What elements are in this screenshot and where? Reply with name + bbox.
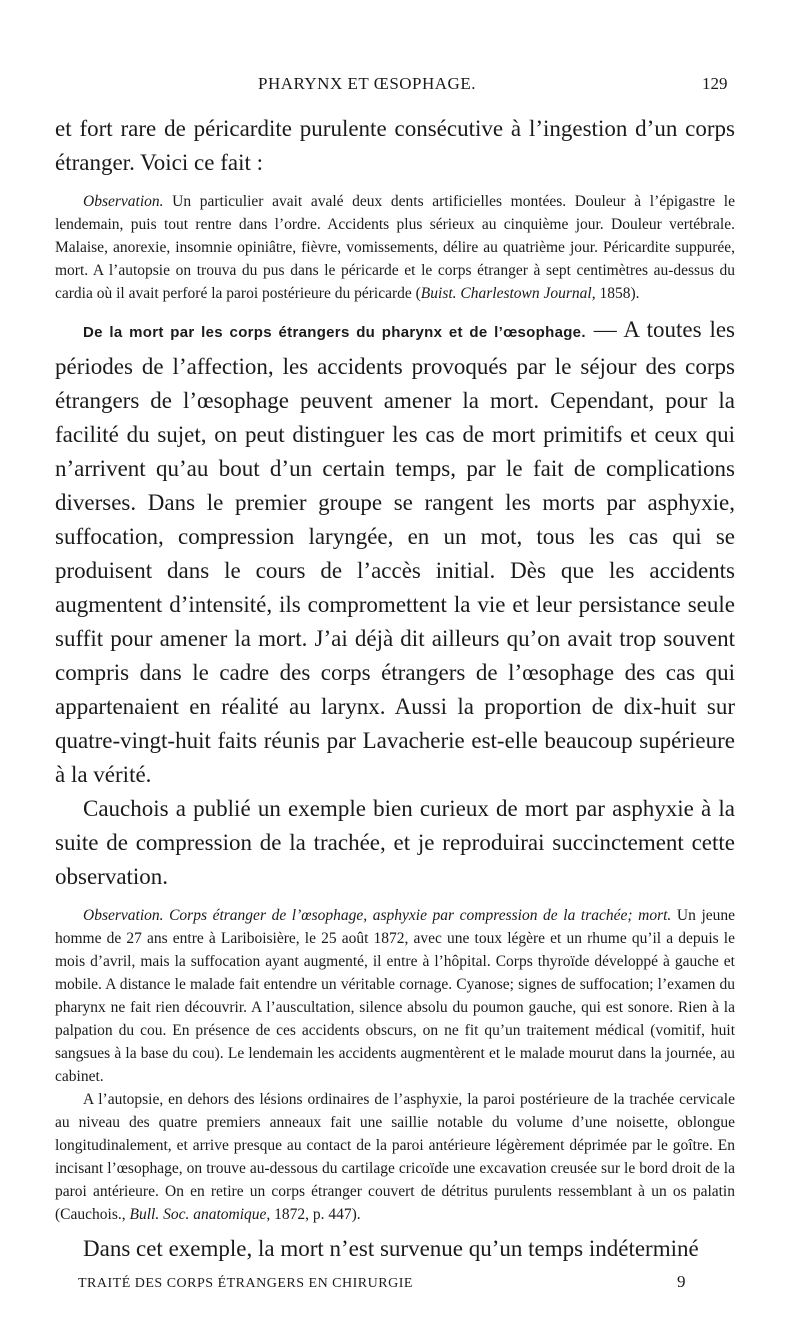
- footer-book-title: TRAITÉ DES CORPS ÉTRANGERS EN CHIRURGIE: [78, 1276, 413, 1291]
- autopsy-source: Bull. Soc. anatomique,: [129, 1206, 271, 1223]
- paragraph-intro: et fort rare de péricardite purulente consécutive à l’ingestion d’un corps étranger. Voici ce fait :: [55, 116, 735, 175]
- page-body: [55, 112, 735, 1266]
- section-death: [55, 313, 735, 792]
- section-text: — A toutes les périodes de l’affection, les accidents provoqués par le séjour des corps étrangers de l’œsophage peuvent amener la mort. Cependant, pour la facilité du sujet, on peut distinguer les cas de mort primitifs et ceux qui n’arrivent qu’au bout d’un certain temps, par le fait de complications diverses. Dans le premier groupe se rangent les morts par asphyxie, suffocation, compression laryngée, en un mot, tous les cas qui se produisent dans le cours de l’accès initial. Dès que les accidents augmentent d’intensité, ils compromettent la vie et leur persistance seule suffit pour amener la mort. J’ai déjà dit ailleurs qu’on avait trop souvent compris dans le cadre des corps étrangers de l’œsophage des cas qui appartenaient en réalité au larynx. Aussi la proportion de dix-huit sur quatre-vingt-huit faits réunis par Lavacherie est-elle beaucoup supérieure à la vérité.: [55, 317, 735, 787]
- paragraph-final: Dans cet exemple, la mort n’est survenue qu’un temps indéterminé: [83, 1236, 699, 1261]
- observation-2-autopsy: [55, 1088, 735, 1226]
- running-head: PHARYNX ET ŒSOPHAGE.: [258, 74, 476, 93]
- page-number: 129: [702, 74, 728, 93]
- observation-2: [55, 904, 735, 1088]
- footer-signature: 9: [677, 1272, 686, 1291]
- autopsy-text: A l’autopsie, en dehors des lésions ordinaires de l’asphyxie, la paroi postérieure de la trachée cervicale au niveau des quatre premiers anneaux fait une saillie notable du volume d’une noisette, oblongue longitudinalement, et arrive presque au contact de la paroi antérieure légèrement déprimée par le goître. En incisant l’œsophage, on trouve au-dessous du cartilage cricoïde une excavation creusée sur le bord droit de la paroi antérieure. On en retire un corps étranger couvert de détritus purulents ressemblant à un os palatin (Cauchois.,: [55, 1091, 735, 1223]
- autopsy-source-end: 1872, p. 447).: [270, 1206, 361, 1223]
- paragraph-cauchois: Cauchois a publié un exemple bien curieux de mort par asphyxie à la suite de compression de la trachée, et je reproduirai succinctement cette observation.: [55, 796, 735, 889]
- observation-2-text: Un jeune homme de 27 ans entre à Lariboisière, le 25 août 1872, avec une toux légère et un rhume qu’il a depuis le mois d’avril, mais la suffocation ayant augmenté, il entre à l’hôpital. Corps thyroïde développé à gauche et mobile. A distance le malade fait entendre un véritable cornage. Cyanose; signes de suffocation; l’examen du pharynx ne fait rien découvrir. A l’auscultation, silence absolu du poumon gauche, qui est sonore. Rien à la palpation du cou. En présence de ces accidents obscurs, on ne fit qu’un traitement médical (vomitif, huit sangsues à la base du cou). Le lendemain les accidents augmentèrent et le malade mourut dans la journée, au cabinet.: [55, 907, 736, 1085]
- observation-1-source-end: 1858).: [595, 285, 640, 302]
- observation-1-source: Buist. Charlestown Journal,: [420, 285, 596, 302]
- section-heading: De la mort par les corps étrangers du pharynx et de l’œsophage.: [83, 324, 586, 341]
- observation-1-label: Observation.: [83, 193, 164, 210]
- observation-2-title: Observation. Corps étranger de l’œsophage, asphyxie par compression de la trachée; mort.: [83, 907, 672, 924]
- observation-1: [55, 190, 735, 305]
- observation-1-text: Un particulier avait avalé deux dents artificielles montées. Douleur à l’épigastre le lendemain, puis tout rentre dans l’ordre. Accidents plus sérieux au cinquième jour. Douleur vertébrale. Malaise, anorexie, insomnie opiniâtre, fièvre, vomissements, délire au quatrième jour. Péricardite suppurée, mort. A l’autopsie on trouva du pus dans le péricarde et le corps étranger à sept centimètres au-dessus du cardia où il avait perforé la paroi postérieure du péricarde (: [55, 193, 735, 302]
